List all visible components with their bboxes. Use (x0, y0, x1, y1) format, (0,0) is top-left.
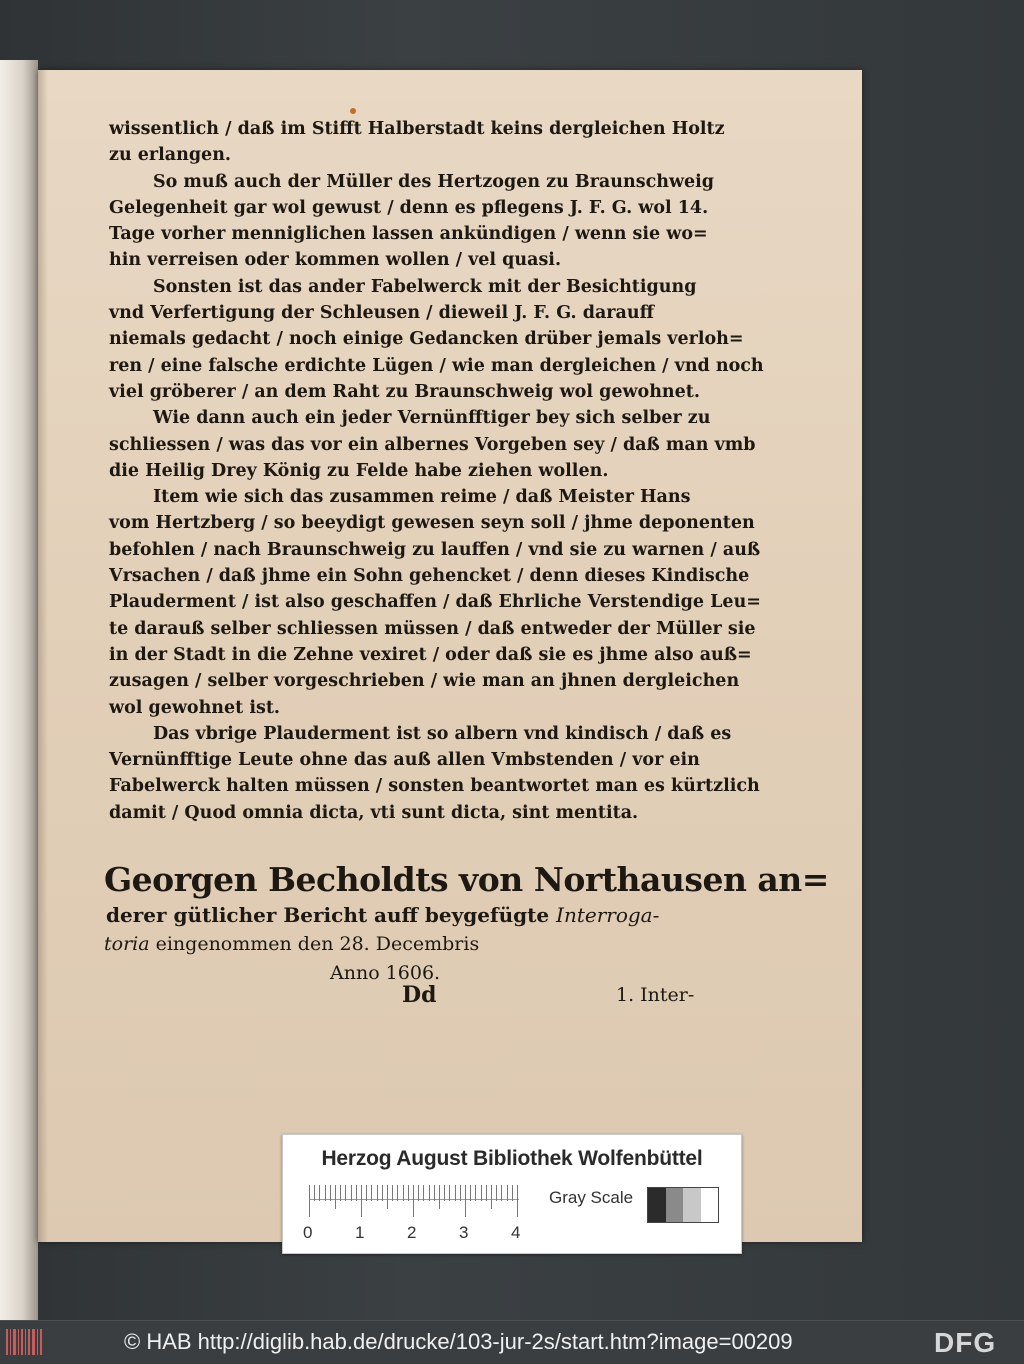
signature-mark: Dd (402, 982, 437, 1008)
copyright-link[interactable]: © HAB http://diglib.hab.de/drucke/103-jur-2s/start.htm?image=00209 (124, 1329, 793, 1354)
barcode-bar (10, 1329, 11, 1355)
ruler-tick (335, 1185, 336, 1209)
ruler-tick (314, 1185, 315, 1201)
text-line: wol gewohnet ist. (109, 697, 281, 718)
ruler-label: 2 (407, 1223, 417, 1242)
ruler-label: 0 (303, 1223, 313, 1242)
page-spine-shadow (38, 70, 48, 1242)
dfg-logo: DFG (934, 1327, 997, 1358)
paragraph (109, 169, 715, 274)
body-text (109, 116, 764, 826)
heading-line-3-italic: toria (104, 933, 150, 955)
ruler-tick (455, 1185, 456, 1201)
ruler-tick (330, 1185, 331, 1201)
ruler-tick (387, 1185, 388, 1209)
footer-bar (0, 1320, 1024, 1364)
ruler-tick (439, 1185, 440, 1209)
ruler-tick (361, 1185, 362, 1217)
ruler-tick (429, 1185, 430, 1201)
text-line: Vrsachen / daß jhme ein Sohn gehencket / denn dieses Kindische (109, 566, 750, 587)
text-line: Gelegenheit gar wol gewust / denn es pflegens J. F. G. wol 14. (109, 197, 709, 218)
text-line: ren / eine falsche erdichte Lügen / wie man dergleichen / vnd noch (109, 355, 764, 376)
ruler-tick (465, 1185, 466, 1217)
ruler-tick (356, 1185, 357, 1201)
text-line: Fabelwerck halten müssen / sonsten beantwortet man es kürtzlich (109, 776, 760, 797)
heading-year: Anno 1606. (330, 962, 441, 984)
text-line: Das vbrige Plauderment ist so albern vnd kindisch / daß es (153, 723, 732, 744)
measurement-ruler (309, 1185, 519, 1221)
barcode-bar (25, 1329, 26, 1355)
barcode-bar (18, 1329, 19, 1355)
text-line: hin verreisen oder kommen wollen / vel quasi. (109, 250, 562, 271)
gray-scale-swatches (647, 1187, 719, 1223)
ruler-tick (397, 1185, 398, 1201)
ruler-tick (377, 1185, 378, 1201)
barcode-bar (32, 1329, 35, 1355)
barcode-bar (6, 1329, 8, 1355)
ruler-tick (319, 1185, 320, 1201)
gray-swatch (683, 1188, 701, 1222)
catchword: 1. Inter- (616, 984, 695, 1006)
text-line: Item wie sich das zusammen reime / daß Meister Hans (153, 487, 691, 508)
text-line: niemals gedacht / noch einige Gedancken drüber jemals verloh= (109, 329, 744, 350)
paragraph (109, 405, 756, 484)
text-line: zu erlangen. (109, 145, 232, 166)
text-line: Tage vorher menniglichen lassen ankündigen / wenn sie wo= (109, 224, 708, 245)
gray-scale-label: Gray Scale (549, 1188, 634, 1207)
ruler-tick (403, 1185, 404, 1201)
ruler-tick (392, 1185, 393, 1201)
ruler-tick (496, 1185, 497, 1201)
heading-line-3-text: eingenommen den 28. Decembris (155, 933, 480, 955)
ink-spot (350, 108, 356, 114)
ruler-tick (366, 1185, 367, 1201)
paragraph (109, 721, 760, 826)
ruler-tick (460, 1185, 461, 1201)
heading-line-3 (104, 930, 704, 958)
barcode-icon (6, 1329, 44, 1355)
ruler-tick (501, 1185, 502, 1201)
ruler-tick (512, 1185, 513, 1201)
color-reference-card (282, 1134, 742, 1254)
text-line: in der Stadt in die Zehne vexiret / oder daß sie es jhme also auß= (109, 644, 752, 665)
ruler-tick (423, 1185, 424, 1201)
text-line: zusagen / selber vorgeschrieben / wie man an jhnen dergleichen (109, 671, 740, 692)
heading-line-2-text: derer gütlicher Bericht auff beygefügte (106, 903, 550, 927)
barcode-bar (21, 1329, 23, 1355)
ruler-tick (444, 1185, 445, 1201)
ruler-tick (345, 1185, 346, 1201)
barcode-bar (28, 1329, 30, 1355)
text-line: viel gröberer / an dem Raht zu Braunschweig wol gewohnet. (109, 381, 700, 402)
gray-swatch (666, 1188, 684, 1222)
text-line: wissentlich / daß im Stifft Halberstadt keins dergleichen Holtz (109, 119, 725, 139)
text-line: Plauderment / ist also geschaffen / daß Ehrliche Verstendige Leu= (109, 592, 761, 613)
heading-line-1: Georgen Becholdts von Northausen an= (104, 860, 829, 899)
text-line: schliessen / was das vor ein albernes Vorgeben sey / daß man vmb (109, 434, 756, 455)
ruler-label: 4 (511, 1223, 521, 1242)
heading-line-2-italic: Interroga- (556, 903, 660, 927)
paragraph (109, 116, 725, 169)
ruler-tick (418, 1185, 419, 1201)
text-line: befohlen / nach Braunschweig zu lauffen / vnd sie zu warnen / auß (109, 539, 761, 560)
barcode-bar (13, 1329, 16, 1355)
text-line: vnd Verfertigung der Schleusen / dieweil J. F. G. darauff (109, 303, 654, 324)
gray-swatch (648, 1188, 666, 1222)
ruler-tick (340, 1185, 341, 1201)
ruler-tick (507, 1185, 508, 1201)
text-line: te darauß selber schliessen müssen / daß entweder der Müller sie (109, 618, 756, 639)
ruler-tick (470, 1185, 471, 1201)
text-line: Vernünfftige Leute ohne das auß allen Vmbstenden / vor ein (109, 750, 700, 771)
ruler-tick (413, 1185, 414, 1217)
ruler-tick (517, 1185, 518, 1217)
previous-page-edge (0, 60, 38, 1330)
ruler-tick (382, 1185, 383, 1201)
paragraph (109, 484, 761, 721)
text-line: damit / Quod omnia dicta, vti sunt dicta, sint mentita. (109, 802, 639, 823)
text-line: die Heilig Drey König zu Felde habe ziehen wollen. (109, 460, 609, 481)
text-line: So muß auch der Müller des Hertzogen zu Braunschweig (153, 171, 715, 192)
ruler-tick (475, 1185, 476, 1201)
ruler-tick (434, 1185, 435, 1201)
paragraph (109, 274, 764, 405)
ruler-tick (481, 1185, 482, 1201)
ruler-tick (309, 1185, 310, 1217)
text-line: Wie dann auch ein jeder Vernünfftiger bey sich selber zu (153, 408, 711, 429)
ruler-tick (408, 1185, 409, 1201)
gray-swatch (701, 1188, 719, 1222)
ruler-tick (325, 1185, 326, 1201)
ruler-tick (449, 1185, 450, 1201)
text-line: vom Hertzberg / so beeydigt gewesen seyn soll / jhme deponenten (109, 513, 755, 534)
section-heading (104, 860, 829, 988)
ruler-tick (491, 1185, 492, 1209)
ruler-tick (486, 1185, 487, 1201)
ruler-label: 1 (355, 1223, 365, 1242)
library-name: Herzog August Bibliothek Wolfenbüttel (321, 1147, 703, 1170)
ruler-label: 3 (459, 1223, 469, 1242)
barcode-bar (37, 1329, 38, 1355)
ruler-tick (351, 1185, 352, 1201)
text-line: Sonsten ist das ander Fabelwerck mit der Besichtigung (153, 276, 697, 297)
heading-line-2 (104, 900, 704, 930)
ruler-tick (371, 1185, 372, 1201)
barcode-bar (40, 1329, 42, 1355)
